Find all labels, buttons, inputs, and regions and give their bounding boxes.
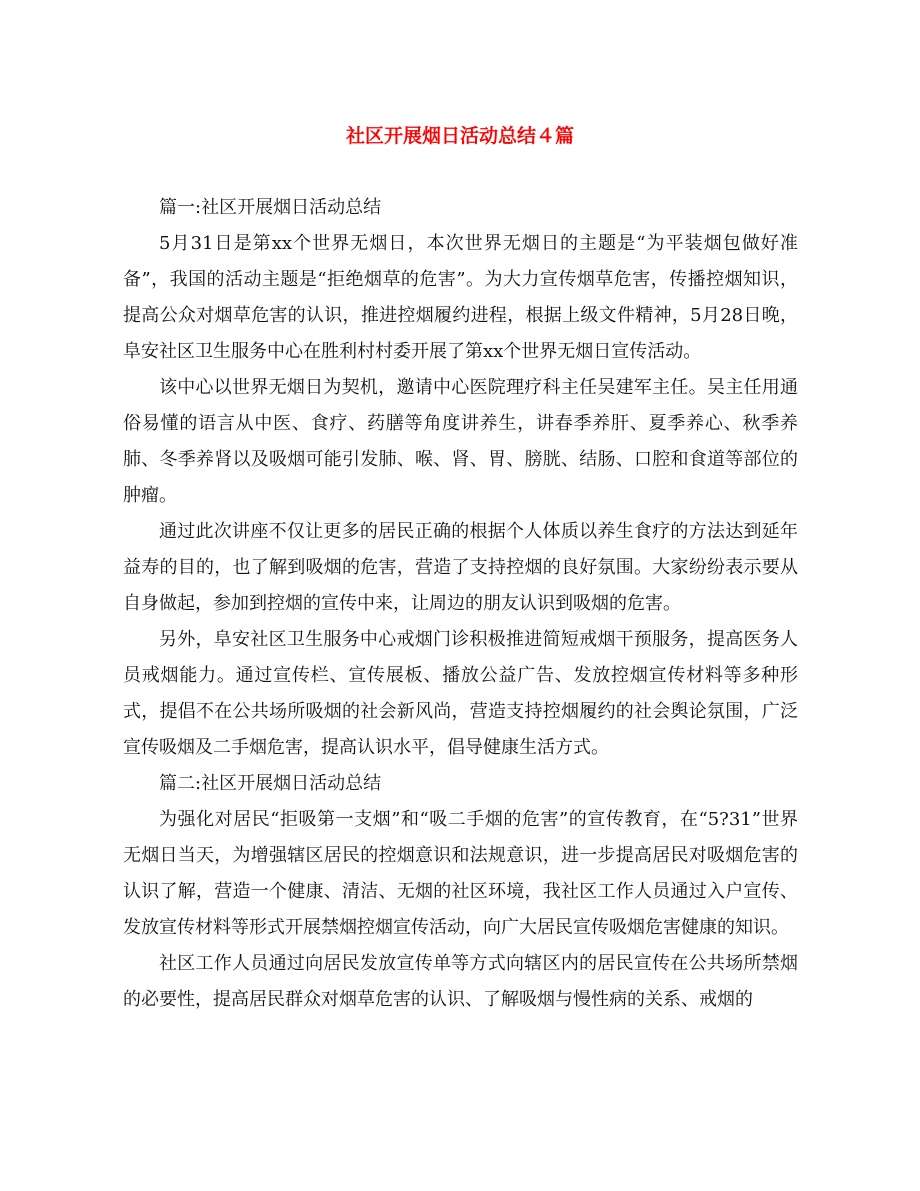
document-title: 社区开展烟日活动总结４篇 — [345, 125, 574, 147]
paragraph: 5月31日是第xx个世界无烟日，本次世界无烟日的主题是“为平装烟包做好准备”，我国的活动主题是“拒绝烟草的危害”。为大力宣传烟草危害，传播控烟知识，提高公众对烟草危害的认识，推进控烟履约进程，根据上级文件精神，5月28日晚，阜安社区卫生服务中心在胜利村村委开展了第xx个世界无烟日宣传活动。 — [123, 233, 798, 362]
paragraph: 社区工作人员通过向居民发放宣传单等方式向辖区内的居民宣传在公共场所禁烟的必要性，提高居民群众对烟草危害的认识、了解吸烟与慢性病的关系、戒烟的 — [123, 953, 798, 1010]
document-body — [123, 190, 798, 1018]
section-heading-1: 篇一:社区开展烟日活动总结 — [159, 197, 382, 218]
section-heading-2: 篇二:社区开展烟日活动总结 — [159, 773, 382, 794]
paragraph: 另外，阜安社区卫生服务中心戒烟门诊积极推进简短戒烟干预服务，提高医务人员戒烟能力。通过宣传栏、宣传展板、播放公益广告、发放控烟宣传材料等多种形式，提倡不在公共场所吸烟的社会新风尚，营造支持控烟履约的社会舆论氛围，广泛宣传吸烟及二手烟危害，提高认识水平，倡导健康生活方式。 — [123, 629, 798, 758]
paragraph: 通过此次讲座不仅让更多的居民正确的根据个人体质以养生食疗的方法达到延年益寿的目的，也了解到吸烟的危害，营造了支持控烟的良好氛围。大家纷纷表示要从自身做起，参加到控烟的宣传中来，让周边的朋友认识到吸烟的危害。 — [123, 521, 798, 614]
paragraph: 该中心以世界无烟日为契机，邀请中心医院理疗科主任吴建军主任。吴主任用通俗易懂的语言从中医、食疗、药膳等角度讲养生，讲春季养肝、夏季养心、秋季养肺、冬季养肾以及吸烟可能引发肺、喉、肾、胃、膀胱、结肠、口腔和食道等部位的肿瘤。 — [123, 377, 798, 506]
paragraph: 为强化对居民“拒吸第一支烟”和“吸二手烟的危害”的宣传教育，在“5?31”世界无烟日当天，为增强辖区居民的控烟意识和法规意识，进一步提高居民对吸烟危害的认识了解，营造一个健康、清洁、无烟的社区环境，我社区工作人员通过入户宣传、发放宣传材料等形式开展禁烟控烟宣传活动，向广大居民宣传吸烟危害健康的知识。 — [123, 809, 798, 938]
